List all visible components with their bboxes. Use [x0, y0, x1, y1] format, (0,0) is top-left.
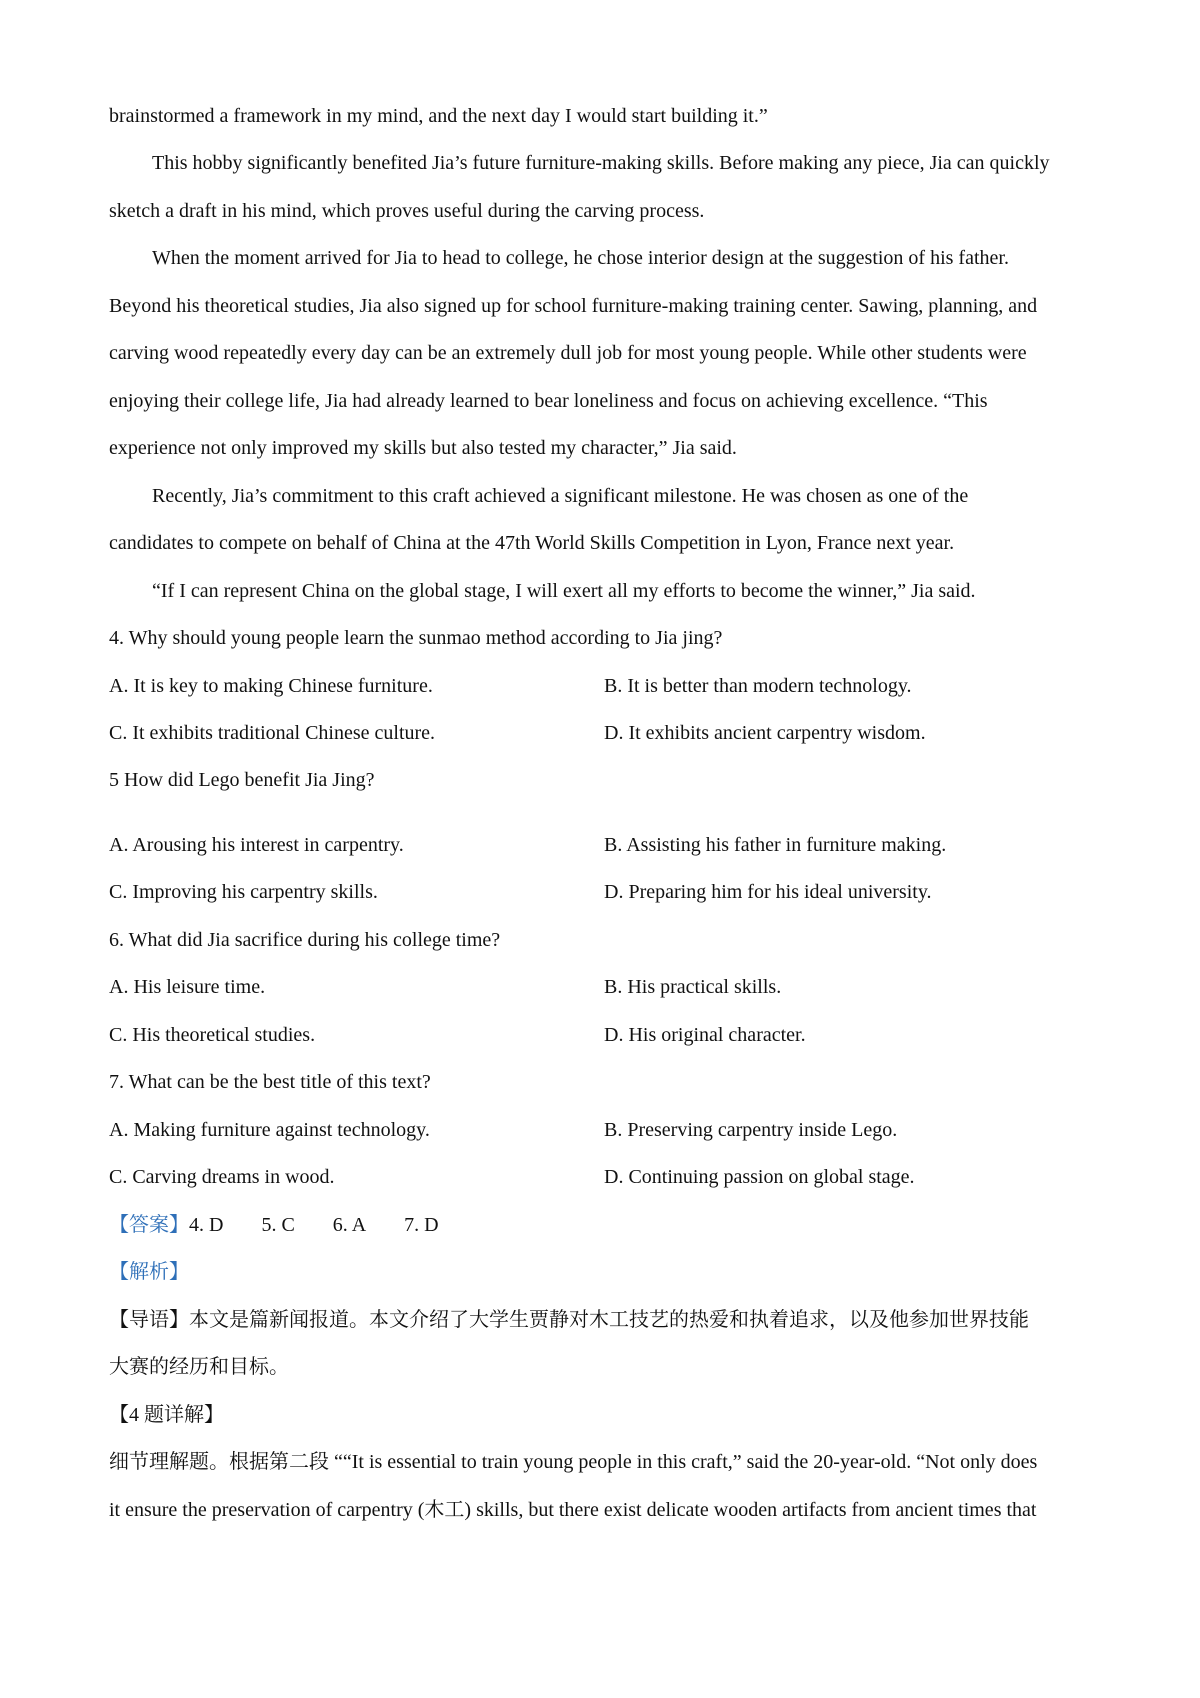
option-d: D. His original character. [604, 1024, 806, 1046]
option-a: A. Arousing his interest in carpentry. [109, 834, 404, 856]
detail-heading: 【4 题详解】 [109, 1404, 224, 1426]
option-c: C. His theoretical studies. [109, 1024, 316, 1046]
option-b: B. His practical skills. [604, 976, 782, 998]
option-a: A. Making furniture against technology. [109, 1119, 430, 1141]
option-d: D. It exhibits ancient carpentry wisdom. [604, 722, 926, 744]
question-stem: 6. What did Jia sacrifice during his college time? [109, 929, 501, 951]
passage-line: sketch a draft in his mind, which proves useful during the carving process. [109, 200, 705, 222]
analysis-line: it ensure the preservation of carpentry (木工) skills, but there exist delicate wooden artifacts from ancient times that [109, 1499, 1037, 1521]
passage-line: “If I can represent China on the global stage, I will exert all my efforts to become the winner,” Jia said. [152, 580, 976, 602]
answer-line [109, 1213, 477, 1237]
option-a: A. It is key to making Chinese furniture. [109, 675, 433, 697]
passage-line: brainstormed a framework in my mind, and the next day I would start building it.” [109, 105, 768, 127]
option-c: C. Carving dreams in wood. [109, 1166, 335, 1188]
option-c: C. It exhibits traditional Chinese culture. [109, 722, 436, 744]
question-stem: 4. Why should young people learn the sunmao method according to Jia jing? [109, 627, 723, 649]
passage-line: Recently, Jia’s commitment to this craft achieved a significant milestone. He was chosen as one of the [152, 485, 969, 507]
analysis-label: 【解析】 [109, 1261, 189, 1283]
passage-line: candidates to compete on behalf of China at the 47th World Skills Competition in Lyon, France next year. [109, 532, 955, 554]
answer-label: 【答案】 [109, 1214, 189, 1236]
passage-line: This hobby significantly benefited Jia’s future furniture-making skills. Before making any piece, Jia can quickly [152, 152, 1050, 174]
answer-item: 6. A [332, 1214, 367, 1236]
answer-item: 4. D [189, 1214, 224, 1236]
question-stem: 7. What can be the best title of this text? [109, 1071, 431, 1093]
option-a: A. His leisure time. [109, 976, 266, 998]
answer-item: 5. C [261, 1214, 295, 1236]
option-c: C. Improving his carpentry skills. [109, 881, 378, 903]
answer-item: 7. D [404, 1214, 439, 1236]
option-b: B. It is better than modern technology. [604, 675, 912, 697]
analysis-line: 大赛的经历和目标。 [109, 1356, 289, 1378]
passage-line: Beyond his theoretical studies, Jia also signed up for school furniture-making training center. Sawing, planning, and [109, 295, 1038, 317]
passage-line: experience not only improved my skills but also tested my character,” Jia said. [109, 437, 737, 459]
passage-line: When the moment arrived for Jia to head to college, he chose interior design at the suggestion of his father. [152, 247, 1009, 269]
analysis-line: 细节理解题。根据第二段 ““It is essential to train young people in this craft,” said the 20-year-old. “Not only does [109, 1451, 1038, 1473]
option-d: D. Preparing him for his ideal university. [604, 881, 932, 903]
passage-line: carving wood repeatedly every day can be an extremely dull job for most young people. While other students were [109, 342, 1027, 364]
option-b: B. Assisting his father in furniture making. [604, 834, 947, 856]
option-d: D. Continuing passion on global stage. [604, 1166, 915, 1188]
question-stem: 5 How did Lego benefit Jia Jing? [109, 769, 375, 791]
analysis-line: 【导语】本文是篇新闻报道。本文介绍了大学生贾静对木工技艺的热爱和执着追求，以及他参加世界技能 [109, 1309, 1029, 1331]
passage-line: enjoying their college life, Jia had already learned to bear loneliness and focus on achieving excellence. “This [109, 390, 988, 412]
option-b: B. Preserving carpentry inside Lego. [604, 1119, 898, 1141]
